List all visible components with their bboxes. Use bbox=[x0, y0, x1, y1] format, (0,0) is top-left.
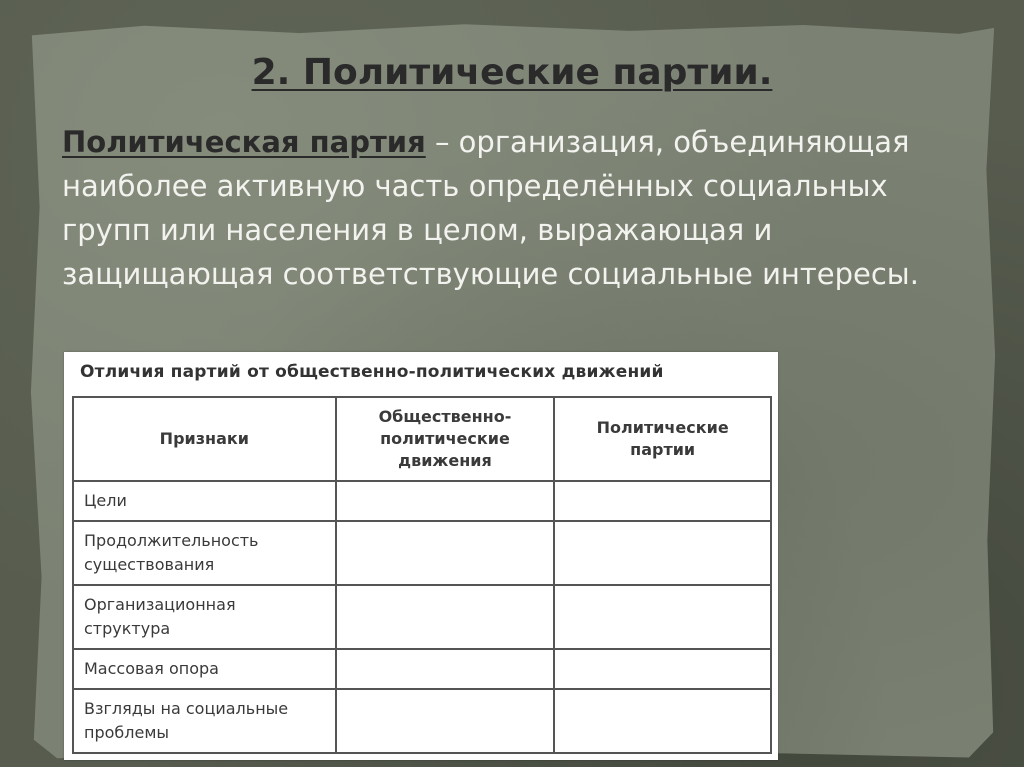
feature-cell: Взгляды на социальные проблемы bbox=[73, 689, 336, 753]
header-movements: Общественно-политические движения bbox=[336, 397, 555, 481]
comparison-table bbox=[72, 396, 772, 754]
parties-cell bbox=[554, 521, 771, 585]
table-row bbox=[73, 481, 771, 521]
feature-cell: Цели bbox=[73, 481, 336, 521]
parties-cell bbox=[554, 649, 771, 689]
feature-cell: Организационная структура bbox=[73, 585, 336, 649]
table-row bbox=[73, 689, 771, 753]
movements-cell bbox=[336, 689, 555, 753]
movements-cell bbox=[336, 649, 555, 689]
header-features: Признаки bbox=[73, 397, 336, 481]
definition-term: Политическая партия bbox=[62, 125, 426, 159]
parties-cell bbox=[554, 481, 771, 521]
movements-cell bbox=[336, 585, 555, 649]
table-header-row bbox=[73, 397, 771, 481]
feature-cell: Массовая опора bbox=[73, 649, 336, 689]
parties-cell bbox=[554, 585, 771, 649]
definition-paragraph bbox=[62, 120, 942, 296]
table-row bbox=[73, 649, 771, 689]
slide-title: 2. Политические партии. bbox=[251, 52, 773, 93]
definition-text: – организация, объединяющая наиболее активную часть определённых социальных групп или населения в целом, выражающая и защищающая соответствующие социальные интересы. bbox=[62, 125, 919, 291]
table-row bbox=[73, 521, 771, 585]
table-caption: Отличия партий от общественно-политических движений bbox=[80, 362, 664, 382]
table-row bbox=[73, 585, 771, 649]
parties-cell bbox=[554, 689, 771, 753]
movements-cell bbox=[336, 521, 555, 585]
feature-cell: Продолжительность существования bbox=[73, 521, 336, 585]
comparison-table-image bbox=[64, 352, 778, 760]
movements-cell bbox=[336, 481, 555, 521]
header-parties: Политические партии bbox=[554, 397, 771, 481]
